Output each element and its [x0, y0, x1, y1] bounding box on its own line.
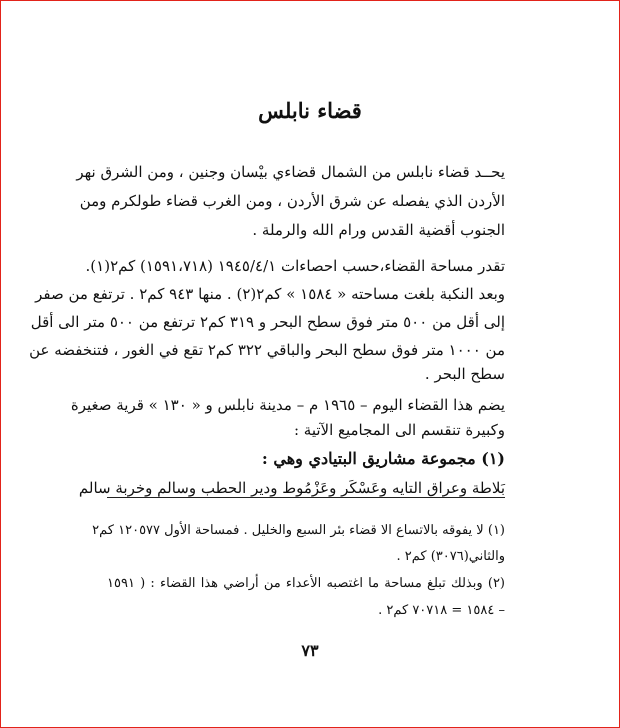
page-title: قضاء نابلس: [258, 98, 362, 123]
paragraph-1-line-1: يحــد قضاء نابلس من الشمال قضاءي بيْسان وجنين ، ومن الشرق نهر: [76, 163, 505, 181]
paragraph-2-line-3: إلى أقل من ٥٠٠ متر فوق سطح البحر و ٣١٩ كم٢ ترتفع من ٥٠٠ متر الى أقل: [30, 313, 505, 331]
paragraph-2-line-1: تقدر مساحة القضاء،حسب احصاءات ١٩٤٥/٤/١ (١٥٩١،٧١٨) كم٢(١).: [85, 257, 505, 275]
paragraph-2-line-5: سطح البحر .: [424, 365, 505, 383]
paragraph-2-line-4: من ١٠٠٠ متر فوق سطح البحر والباقي ٣٢٢ كم٢ تقع في الغور ، فتنخفضه عن: [29, 341, 505, 359]
paragraph-3-line-1: يضم هذا القضاء اليوم – ١٩٦٥ م – مدينة نابلس و « ١٣٠ » قرية صغيرة: [70, 396, 505, 414]
footnote-2-line-2: – ١٥٨٤ = ٧٠٧١٨ كم٢ .: [378, 603, 505, 618]
page-number: ٧٣: [301, 641, 319, 660]
paragraph-2-line-2: وبعد النكبة بلغت مساحته « ١٥٨٤ » كم٢(٢) . منها ٩٤٣ كم٢ . ترتفع من صفر: [35, 285, 505, 303]
group-heading: (١) مجموعة مشاريق البتيادي وهي :: [261, 449, 505, 468]
group-villages-line: بَلاطة وعراق التايه وعَسْكَر وعَزْمُوط ودير الحطب وسالم وخربة سالم: [78, 479, 505, 497]
footnote-2-line-1: (٢) وبذلك تبلغ مساحة ما اغتصبه الأعداء من أراضي هذا القضاء : ( ١٥٩١: [107, 576, 505, 591]
paragraph-1-line-2: الأردن الذي يفصله عن شرق الأردن ، ومن الغرب قضاء طولكرم ومن: [79, 192, 505, 210]
footnote-divider: [107, 497, 505, 498]
paragraph-1-line-3: الجنوب أقضية القدس ورام الله والرملة .: [252, 221, 505, 239]
footnote-1-line-1: (١) لا يفوقه بالاتساع الا قضاء بئر السبع والخليل . فمساحة الأول ١٢٠٥٧٧ كم٢: [92, 523, 505, 538]
footnote-1-line-2: والثاني(٣٠٧٦) كم٢ .: [396, 549, 505, 564]
paragraph-3-line-2: وكبيرة تنقسم الى المجاميع الآتية :: [293, 421, 505, 439]
